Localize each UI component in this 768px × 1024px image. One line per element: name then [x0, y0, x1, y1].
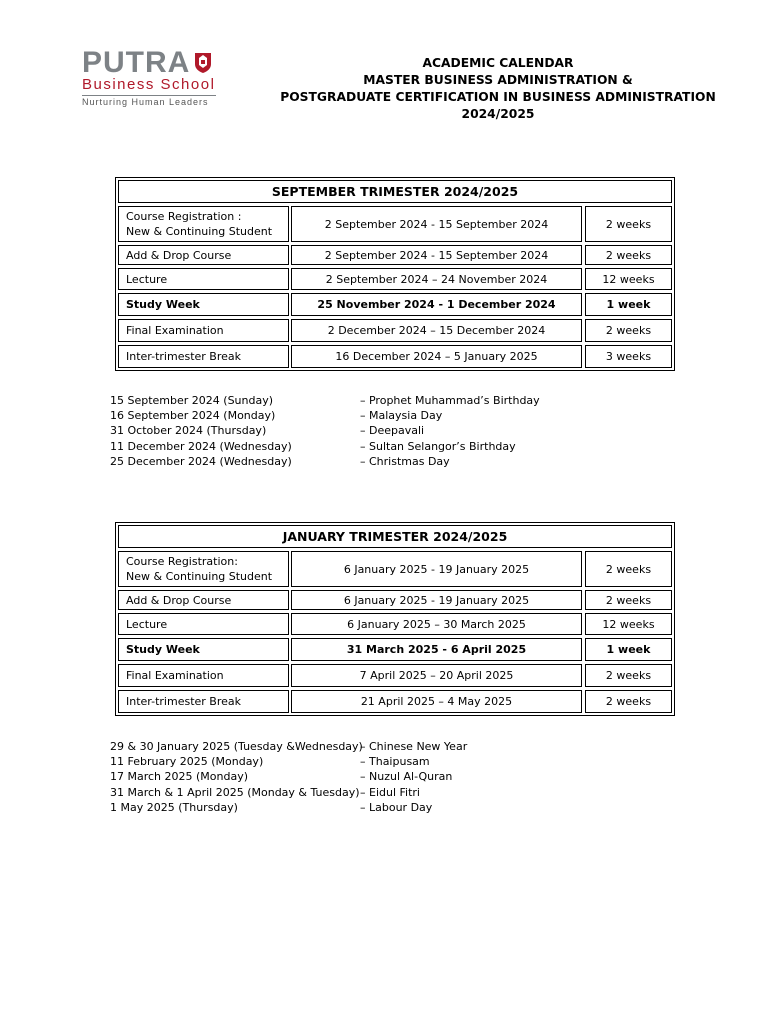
- activity-label: Course Registration :: [126, 210, 242, 223]
- activity-cell: Add & Drop Course: [118, 590, 289, 610]
- dates-cell: 25 November 2024 - 1 December 2024: [291, 293, 582, 316]
- dates-cell: 6 January 2025 – 30 March 2025: [291, 613, 582, 635]
- holiday-date: 1 May 2025 (Thursday): [110, 800, 238, 814]
- activity-cell: Study Week: [118, 293, 289, 316]
- table-row: [118, 690, 672, 713]
- table-row: [118, 551, 672, 587]
- activity-cell: Lecture: [118, 268, 289, 290]
- activity-cell: Inter-trimester Break: [118, 690, 289, 713]
- holiday-name: – Thaipusam: [360, 755, 430, 769]
- table-row: [118, 613, 672, 635]
- table-title: SEPTEMBER TRIMESTER 2024/2025: [118, 180, 672, 203]
- holiday-name: – Christmas Day: [360, 454, 450, 468]
- holiday-date: 25 December 2024 (Wednesday): [110, 454, 292, 468]
- september-trimester-table: [115, 177, 675, 371]
- duration-cell: 2 weeks: [585, 551, 672, 587]
- duration-cell: 2 weeks: [585, 690, 672, 713]
- holiday-date: 29 & 30 January 2025 (Tuesday &Wednesday): [110, 740, 363, 753]
- logo-school: Business School: [82, 76, 216, 93]
- dates-cell: 2 September 2024 - 15 September 2024: [291, 206, 582, 242]
- activity-label: New & Continuing Student: [126, 570, 273, 583]
- duration-cell: 2 weeks: [585, 206, 672, 242]
- header-line-1: ACADEMIC CALENDAR: [422, 56, 574, 70]
- holiday-date: 31 March & 1 April 2025 (Monday & Tuesday): [110, 785, 360, 799]
- dates-cell: 6 January 2025 - 19 January 2025: [291, 590, 582, 610]
- holiday-date: 31 October 2024 (Thursday): [110, 424, 267, 438]
- holiday-name: – Chinese New Year: [360, 740, 468, 753]
- dates-cell: 2 September 2024 - 15 September 2024: [291, 245, 582, 265]
- header-line-2: MASTER BUSINESS ADMINISTRATION &: [363, 73, 633, 87]
- table-row: [118, 206, 672, 242]
- activity-cell: Study Week: [118, 638, 289, 661]
- dates-cell: 6 January 2025 - 19 January 2025: [291, 551, 582, 587]
- logo-tagline: Nurturing Human Leaders: [82, 97, 209, 107]
- holiday-name: – Prophet Muhammad’s Birthday: [360, 394, 540, 407]
- activity-label: New & Continuing Student: [126, 225, 273, 238]
- duration-cell: 2 weeks: [585, 664, 672, 687]
- duration-cell: 12 weeks: [585, 613, 672, 635]
- holiday-name: – Nuzul Al-Quran: [360, 770, 453, 784]
- document-header: [270, 55, 726, 123]
- crest-icon: [194, 52, 212, 74]
- holiday-name: – Deepavali: [360, 424, 425, 438]
- dates-cell: 21 April 2025 – 4 May 2025: [291, 690, 582, 713]
- activity-cell: Inter-trimester Break: [118, 345, 289, 368]
- holiday-date: 11 December 2024 (Wednesday): [110, 439, 292, 453]
- table-title: JANUARY TRIMESTER 2024/2025: [118, 525, 672, 548]
- holiday-date: 15 September 2024 (Sunday): [110, 394, 274, 407]
- dates-cell: 31 March 2025 - 6 April 2025: [291, 638, 582, 661]
- activity-cell: Add & Drop Course: [118, 245, 289, 265]
- header-line-4: 2024/2025: [461, 107, 535, 121]
- duration-cell: 2 weeks: [585, 590, 672, 610]
- holiday-name: – Sultan Selangor’s Birthday: [360, 439, 516, 453]
- duration-cell: 12 weeks: [585, 268, 672, 290]
- table-row: [118, 664, 672, 687]
- table-row: [118, 590, 672, 610]
- table-row: [118, 319, 672, 342]
- duration-cell: 3 weeks: [585, 345, 672, 368]
- activity-cell: Final Examination: [118, 664, 289, 687]
- activity-cell: Lecture: [118, 613, 289, 635]
- table-row: [118, 345, 672, 368]
- dates-cell: 2 September 2024 – 24 November 2024: [291, 268, 582, 290]
- holiday-name: – Labour Day: [360, 800, 433, 814]
- january-trimester-table: [115, 522, 675, 716]
- duration-cell: 1 week: [585, 638, 672, 661]
- duration-cell: 2 weeks: [585, 319, 672, 342]
- holiday-name: – Eidul Fitri: [360, 785, 420, 799]
- logo-name: PUTRA: [82, 46, 191, 79]
- activity-label: Course Registration:: [126, 555, 238, 568]
- logo: [82, 48, 222, 110]
- dates-cell: 16 December 2024 – 5 January 2025: [291, 345, 582, 368]
- activity-cell: [118, 206, 289, 242]
- holiday-date: 17 March 2025 (Monday): [110, 770, 249, 784]
- table-row: [118, 268, 672, 290]
- activity-cell: Final Examination: [118, 319, 289, 342]
- table-row: [118, 638, 672, 661]
- dates-cell: 2 December 2024 – 15 December 2024: [291, 319, 582, 342]
- holiday-date: 11 February 2025 (Monday): [110, 755, 264, 769]
- table-row: [118, 293, 672, 316]
- dates-cell: 7 April 2025 – 20 April 2025: [291, 664, 582, 687]
- activity-cell: [118, 551, 289, 587]
- table-row: [118, 245, 672, 265]
- header-line-3: POSTGRADUATE CERTIFICATION IN BUSINESS ADMINISTRATION: [280, 90, 716, 104]
- holiday-name: – Malaysia Day: [360, 409, 443, 423]
- duration-cell: 1 week: [585, 293, 672, 316]
- duration-cell: 2 weeks: [585, 245, 672, 265]
- holiday-date: 16 September 2024 (Monday): [110, 409, 276, 423]
